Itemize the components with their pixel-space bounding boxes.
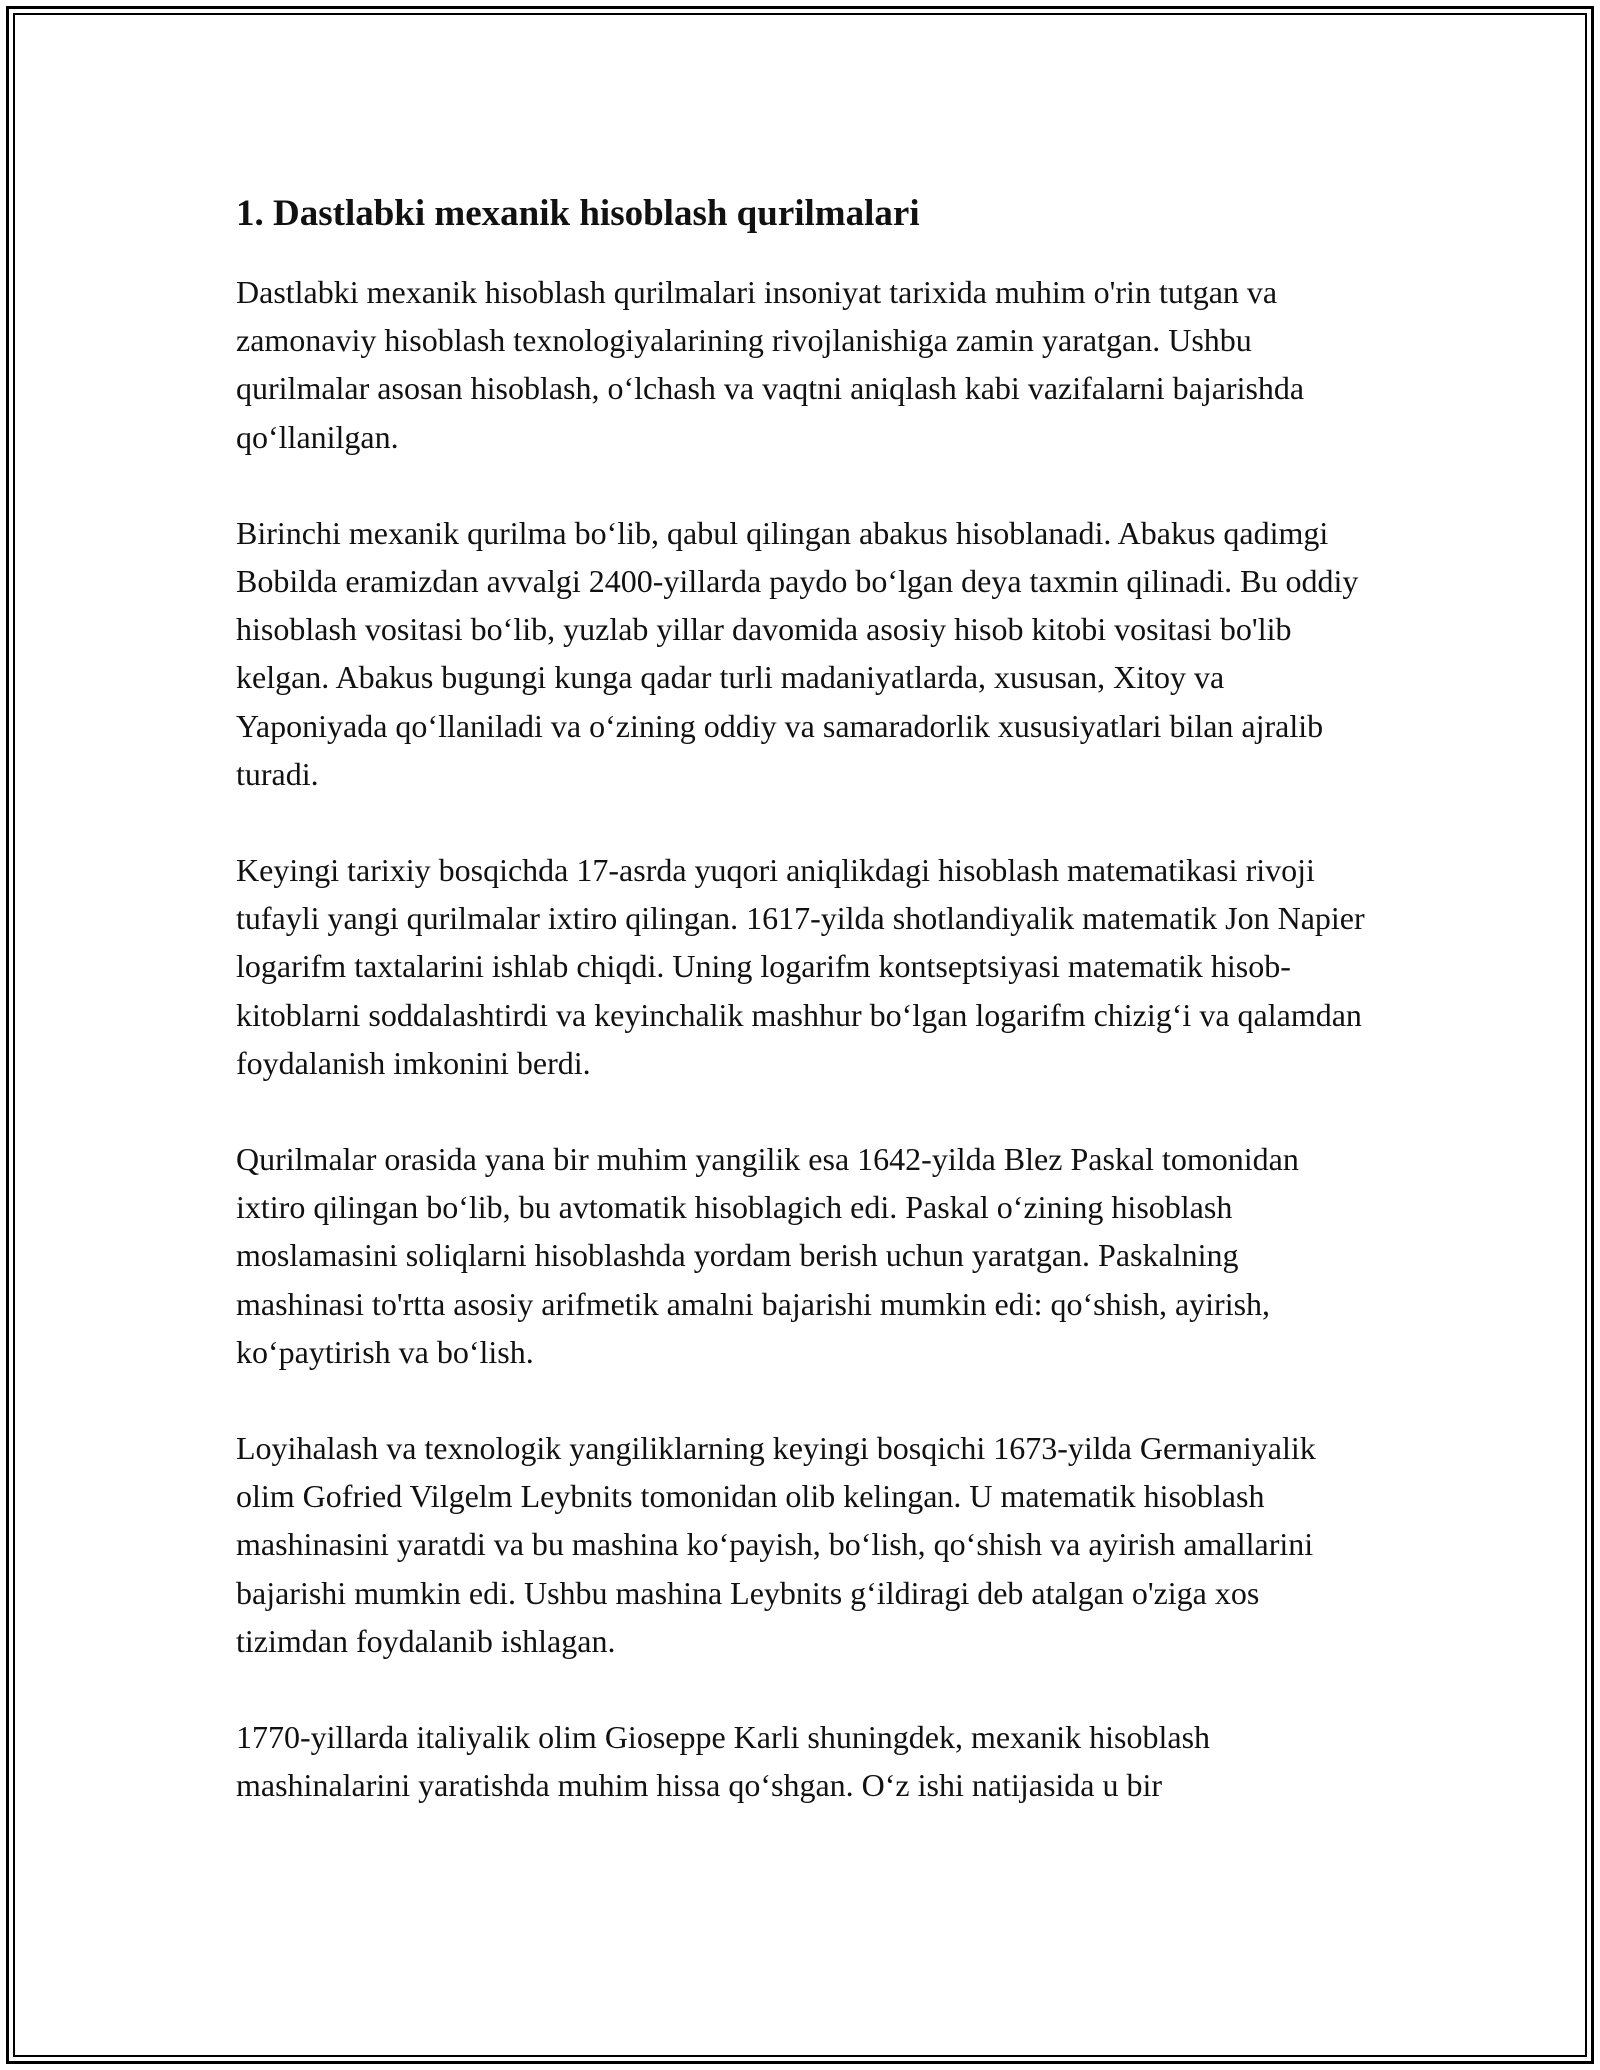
- section-heading: 1. Dastlabki mexanik hisoblash qurilmalari: [236, 193, 920, 234]
- paragraph-intro: Dastlabki mexanik hisoblash qurilmalari insoniyat tarixida muhim o'rin tutgan va zamonaviy hisoblash texnologiyalarining rivojlanishiga zamin yaratgan. Ushbu qurilmalar asosan hisoblash, oʻlchash va vaqtni aniqlash kabi vazifalarni bajarishda qoʻllanilgan.: [236, 274, 1305, 455]
- paragraph-karli: 1770-yillarda italiyalik olim Gioseppe Karli shuningdek, mexanik hisoblash mashinalarini yaratishda muhim hissa qoʻshgan. Oʻz ishi natijasida u bir: [236, 1719, 1211, 1804]
- paragraph-leibniz: Loyihalash va texnologik yangiliklarning keyingi bosqichi 1673-yilda Germaniyalik olim Gofried Vilgelm Leybnits tomonidan olib kelingan. U matematik hisoblash mashinasini yaratdi va bu mashina koʻpayish, boʻlish, qoʻshish va ayirish amallarini bajarishi mumkin edi. Ushbu mashina Leybnits gʻildiragi deb atalgan o'ziga xos tizimdan foydalanib ishlagan.: [236, 1430, 1316, 1659]
- document-body: [236, 188, 1366, 1857]
- paragraph-napier: Keyingi tarixiy bosqichda 17-asrda yuqori aniqlikdagi hisoblash matematikasi rivoji tufayli yangi qurilmalar ixtiro qilingan. 1617-yilda shotlandiyalik matematik Jon Napier logarifm taxtalarini ishlab chiqdi. Uning logarifm kontseptsiyasi matematik hisob-kitoblarni soddalashtirdi va keyinchalik mashhur boʻlgan logarifm chizigʻi va qalamdan foydalanish imkonini berdi.: [236, 852, 1365, 1081]
- paragraph-abacus: Birinchi mexanik qurilma boʻlib, qabul qilingan abakus hisoblanadi. Abakus qadimgi Bobilda eramizdan avvalgi 2400-yillarda paydo boʻlgan deya taxmin qilinadi. Bu oddiy hisoblash vositasi boʻlib, yuzlab yillar davomida asosiy hisob kitobi vositasi bo'lib kelgan. Abakus bugungi kunga qadar turli madaniyatlarda, xususan, Xitoy va Yaponiyada qoʻllaniladi va oʻzining oddiy va samaradorlik xususiyatlari bilan ajralib turadi.: [236, 514, 1359, 792]
- paragraph-pascal: Qurilmalar orasida yana bir muhim yangilik esa 1642-yilda Blez Paskal tomonidan ixtiro qilingan boʻlib, bu avtomatik hisoblagich edi. Paskal oʻzining hisoblash moslamasini soliqlarni hisoblashda yordam berish uchun yaratgan. Paskalning mashinasi to'rtta asosiy arifmetik amalni bajarishi mumkin edi: qoʻshish, ayirish, koʻpaytirish va boʻlish.: [236, 1141, 1299, 1370]
